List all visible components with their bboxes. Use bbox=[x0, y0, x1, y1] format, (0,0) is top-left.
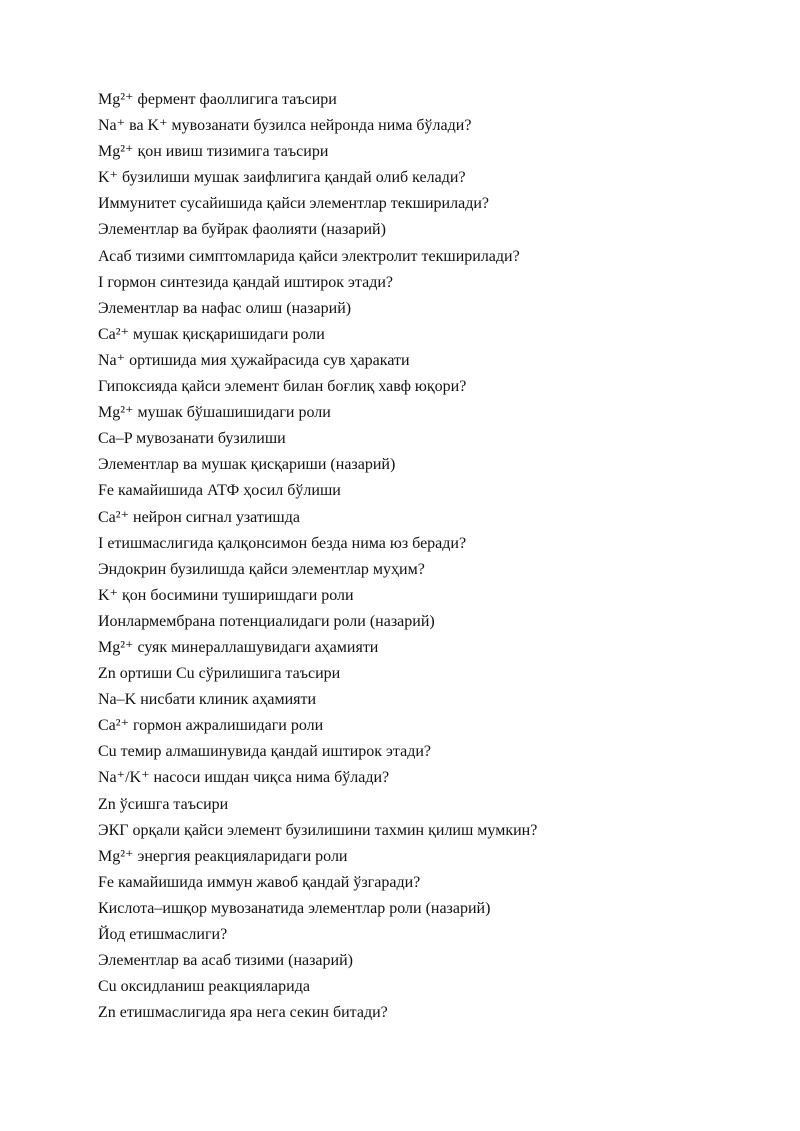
question-line: Zn етишмаслигида яра нега секин битади? bbox=[98, 1004, 388, 1022]
question-line: Na⁺ ва K⁺ мувозанати бузилса нейронда нима бўлади? bbox=[98, 117, 472, 135]
question-line: Na⁺ ортишида мия ҳужайрасида сув ҳаракати bbox=[98, 351, 410, 369]
question-line: Fe камайишида АТФ ҳосил бўлиши bbox=[98, 482, 341, 500]
question-line: Ионлармембрана потенциалидаги роли (назарий) bbox=[98, 612, 435, 630]
question-line: Zn ўсишга таъсири bbox=[98, 795, 229, 813]
question-line: ЭКГ орқали қайси элемент бузилишини тахмин қилиш мумкин? bbox=[98, 821, 538, 839]
question-line: Элементлар ва нафас олиш (назарий) bbox=[98, 299, 352, 317]
question-line: Na⁺/K⁺ насоси ишдан чиқса нима бўлади? bbox=[98, 769, 390, 787]
question-line: Mg²⁺ энергия реакцияларидаги роли bbox=[98, 847, 348, 865]
question-line: Йод етишмаслиги? bbox=[98, 926, 228, 943]
question-line: Ca²⁺ гормон ажралишидаги роли bbox=[98, 717, 324, 735]
question-line: Mg²⁺ фермент фаоллигига таъсири bbox=[98, 91, 337, 108]
question-line: Асаб тизими симптомларида қайси электролит текширилади? bbox=[98, 247, 520, 265]
question-line: Эндокрин бузилишда қайси элементлар муҳим? bbox=[98, 560, 425, 578]
question-line: K⁺ қон босимини туширишдаги роли bbox=[98, 586, 354, 604]
question-line: Элементлар ва асаб тизими (назарий) bbox=[98, 952, 353, 970]
question-line: K⁺ бузилиши мушак заифлигига қандай олиб келади? bbox=[98, 169, 466, 187]
question-line: Ca²⁺ нейрон сигнал узатишда bbox=[98, 508, 300, 526]
question-line: Zn ортиши Cu сўрилишига таъсири bbox=[98, 665, 341, 683]
question-list bbox=[98, 87, 537, 1026]
question-line: Mg²⁺ қон ивиш тизимига таъсири bbox=[98, 143, 329, 161]
question-line: Mg²⁺ суяк минераллашувидаги аҳамияти bbox=[98, 638, 379, 656]
question-line: Иммунитет сусайишида қайси элементлар текширилади? bbox=[98, 195, 489, 213]
question-line: Mg²⁺ мушак бўшашишидаги роли bbox=[98, 404, 331, 422]
question-line: Fe камайишида иммун жавоб қандай ўзгаради? bbox=[98, 873, 421, 891]
question-line: I гормон синтезида қандай иштирок этади? bbox=[98, 273, 393, 291]
question-line: Cu темир алмашинувида қандай иштирок этади? bbox=[98, 743, 432, 761]
question-line: Cu оксидланиш реакцияларида bbox=[98, 978, 310, 996]
question-line: Элементлар ва мушак қисқариши (назарий) bbox=[98, 456, 396, 474]
question-line: I етишмаслигида қалқонсимон безда нима юз беради? bbox=[98, 534, 467, 552]
question-line: Элементлар ва буйрак фаолияти (назарий) bbox=[98, 221, 386, 239]
question-line: Гипоксияда қайси элемент билан боғлиқ хавф юқори? bbox=[98, 378, 467, 396]
question-line: Кислота–ишқор мувозанатида элементлар роли (назарий) bbox=[98, 899, 491, 917]
question-line: Ca²⁺ мушак қисқаришидаги роли bbox=[98, 325, 325, 343]
question-line: Na–K нисбати клиник аҳамияти bbox=[98, 691, 317, 709]
question-line: Ca–P мувозанати бузилиши bbox=[98, 430, 286, 448]
